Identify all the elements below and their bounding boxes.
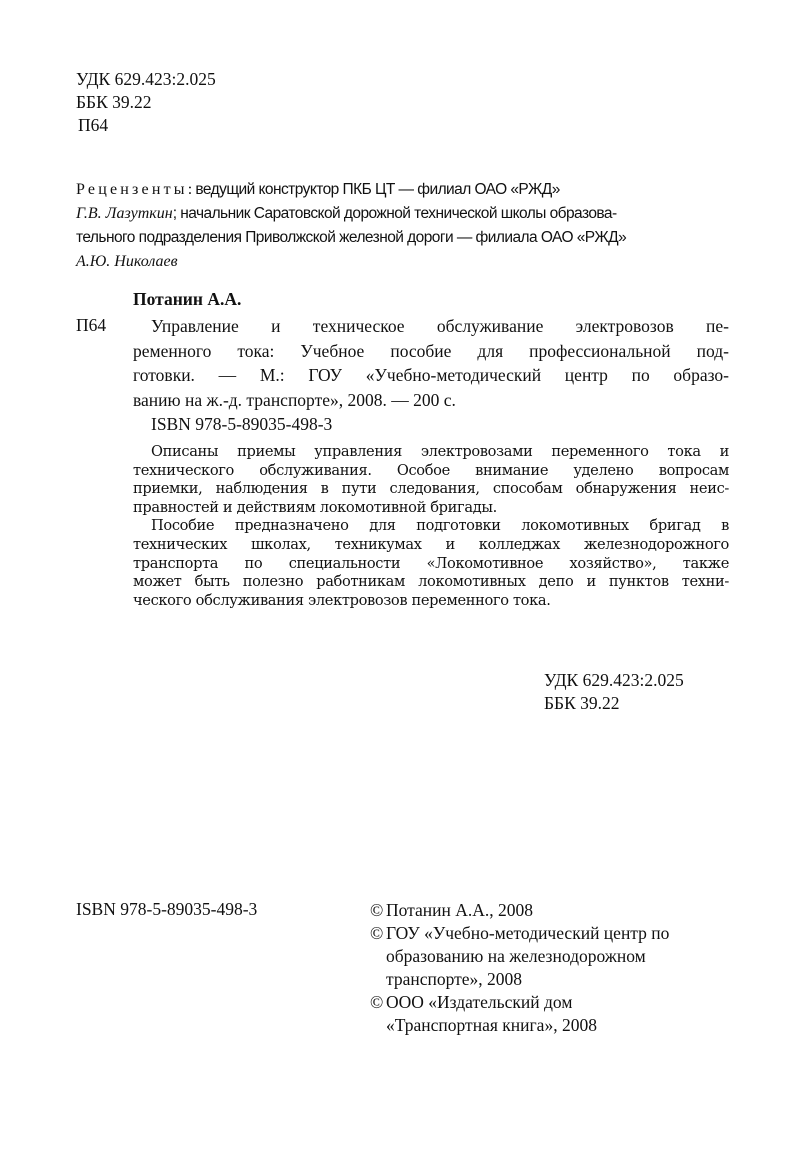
annotation-line: ческого обслуживания электровозов переменного тока.: [133, 591, 551, 609]
copyright-entry: [370, 899, 669, 922]
bib-line: Управление и техническое обслуживание электровозов пе-: [151, 316, 729, 336]
author-mark: П64: [78, 115, 109, 135]
reviewer-2-position-part1: ; начальник Саратовской дорожной технической школы образова-: [172, 205, 617, 222]
annotation: [133, 443, 729, 610]
annotation-line: приемки, наблюдения в пути следования, способам обнаружения неис-: [133, 480, 729, 498]
reviewer-2-name: А.Ю. Николаев: [76, 253, 178, 270]
bib-line: ременного тока: Учебное пособие для профессиональной под-: [133, 340, 729, 361]
copyright-text: ООО «Издательский дом: [386, 992, 573, 1012]
copyright-entry: [370, 922, 669, 991]
author-heading: Потанин А.А.: [133, 289, 242, 309]
copyright-text: образованию на железнодорожном: [386, 946, 646, 966]
annotation-line: может быть полезно работникам локомотивных депо и пунктов техни-: [133, 573, 729, 591]
reviewers-line-2: [76, 202, 730, 226]
bib-line: готовки. — М.: ГОУ «Учебно-методический центр по образо-: [133, 365, 729, 385]
bbk-code: ББК 39.22: [76, 92, 152, 112]
reviewer-1-position: ведущий конструктор ПКБ ЦТ — филиал ОАО «РЖД»: [195, 181, 560, 198]
classification-codes-bottom: [544, 669, 684, 715]
annotation-line: транспорта по специальности «Локомотивное хозяйство», также: [133, 554, 729, 572]
bib-line: ванию на ж.-д. транспорте», 2008. — 200 с.: [133, 389, 456, 410]
copyright-icon: ©: [370, 923, 384, 943]
copyright-text: ГОУ «Учебно-методический центр по: [386, 923, 670, 943]
annotation-line: Описаны приемы управления электровозами переменного тока и: [151, 443, 729, 460]
copyright-icon: ©: [370, 992, 384, 1012]
bibliographic-description: [133, 314, 729, 437]
copyright-text: «Транспортная книга», 2008: [386, 1015, 597, 1035]
copyright-icon: ©: [370, 900, 384, 920]
classification-codes-top: [76, 68, 216, 137]
isbn-imprint: ISBN 978-5-89035-498-3: [76, 899, 258, 919]
annotation-line: Пособие предназначено для подготовки локомотивных бригад в: [151, 517, 729, 535]
copyright-text: Потанин А.А., 2008: [386, 900, 534, 920]
udk-code: УДК 629.423:2.025: [544, 670, 684, 690]
copyright-text: транспорте», 2008: [386, 969, 523, 989]
copyright-entry: [370, 991, 669, 1037]
reviewer-1-name: Г.В. Лазуткин: [76, 205, 173, 222]
annotation-line: правностей и действиям локомотивной бригады.: [133, 498, 497, 516]
reviewers-line-3: [76, 226, 730, 250]
annotation-line: технических школах, техникумах и колледжах железнодорожного: [133, 535, 729, 553]
reviewers-block: [76, 178, 730, 274]
reviewers-line-1: [76, 178, 730, 202]
bbk-code: ББК 39.22: [544, 693, 620, 713]
copyright-block: [370, 899, 669, 1037]
reviewers-line-4: [76, 250, 730, 274]
reviewer-2-position-part2: тельного подразделения Приволжской железной дороги — филиала ОАО «РЖД»: [76, 229, 627, 246]
call-number: П64: [76, 315, 107, 335]
bib-isbn: ISBN 978-5-89035-498-3: [151, 414, 333, 434]
reviewers-label: Рецензенты:: [76, 181, 196, 198]
annotation-line: технического обслуживания. Особое внимание уделено вопросам: [133, 461, 729, 479]
udk-code: УДК 629.423:2.025: [76, 69, 216, 89]
